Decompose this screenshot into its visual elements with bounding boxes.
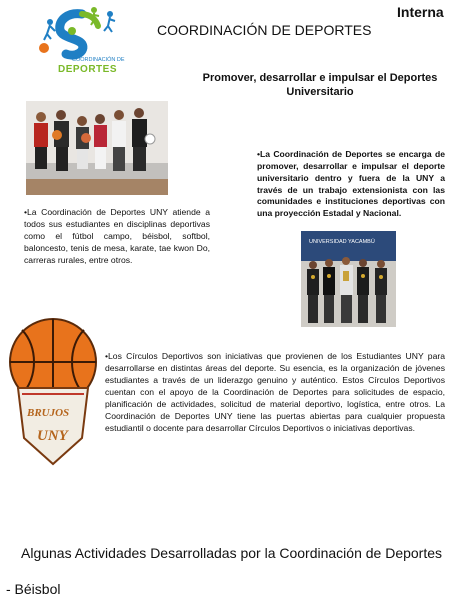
category-tag: Interna bbox=[397, 4, 444, 20]
medal-winners-photo bbox=[301, 231, 396, 327]
logo-text-line2: DEPORTES bbox=[58, 64, 118, 75]
brujos-basketball-badge bbox=[4, 318, 102, 468]
mission-paragraph: •La Coordinación de Deportes se encarga de promover, desarrollar e impulsar el deporte universitario dentro y fuera de la UNY a través de un trabajo extensionista con las comunidades e instituciones deportivas con una proyección Estadal y Nacional. bbox=[257, 149, 445, 219]
activity-item-beisbol: - Béisbol bbox=[6, 581, 61, 597]
banner-text: UNIVERSIDAD YACAMBÚ bbox=[309, 239, 375, 245]
circles-paragraph: •Los Círculos Deportivos son iniciativas que provienen de los Estudiantes UNY para desarrollarse en distintas áreas del deporte. Su esencia, es la organización de jóvenes estudiantes a través de un liderazgo genuino y auténtico. Estos Círculos Deportivos cuentan con el apoyo de la Coordinación de Deportes para solicitudes de espacio, planificación de actividades, solicitud de material deportivo, logística, entre otros. La Coordinación de Deportes UNY tiene las puertas abiertas para cualquier propuesta estudiantil o docente para desarrollar Círculos Deportivos o iniciativas deportivas. bbox=[105, 351, 445, 434]
logo-text-line1: COORDINACIÓN DE bbox=[72, 57, 125, 63]
page-title: COORDINACIÓN DE DEPORTES bbox=[157, 22, 372, 38]
badge-text-uny: UNY bbox=[37, 428, 68, 444]
sports-logo bbox=[38, 4, 125, 82]
disciplines-paragraph: •La Coordinación de Deportes UNY atiende a todos sus estudiantes en disciplinas deportivas como el fútbol campo, béisbol, softbol, baloncesto, tenis de mesa, karate, tae kwon Do, carreras rurales, entre otros. bbox=[24, 207, 210, 266]
page-subtitle: Promover, desarrollar e impulsar el Deportes Universitario bbox=[202, 72, 438, 99]
activities-heading: Algunas Actividades Desarrolladas por la Coordinación de Deportes bbox=[21, 545, 443, 561]
badge-text-brujos: BRUJOS bbox=[27, 407, 70, 419]
students-sports-photo bbox=[26, 101, 168, 195]
